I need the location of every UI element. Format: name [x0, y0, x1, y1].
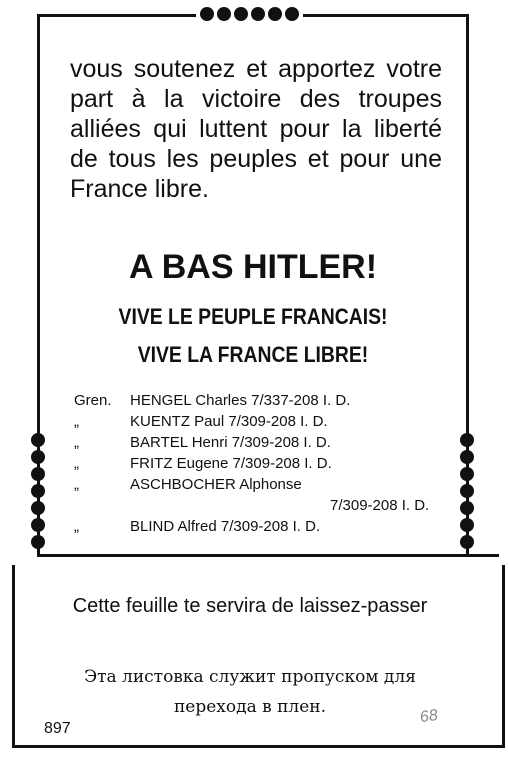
slogan-french-people: VIVE LE PEUPLE FRANCAIS! [118, 304, 388, 329]
dot-ornament [31, 535, 45, 549]
dot-ornament [31, 518, 45, 532]
signer-rank: „ [74, 476, 79, 493]
dot-ornament [217, 7, 231, 21]
dot-ornament [31, 484, 45, 498]
dot-ornament [31, 501, 45, 515]
dot-ornament [251, 7, 265, 21]
signers-list [74, 390, 454, 537]
signer-row [74, 390, 454, 411]
signer-rank: „ [74, 413, 79, 430]
dot-ornament [31, 433, 45, 447]
dot-ornament [460, 467, 474, 481]
dot-ornament [200, 7, 214, 21]
signer-rank: „ [74, 434, 79, 451]
slogan-free-france: VIVE LA FRANCE LIBRE! [137, 342, 369, 367]
dot-ornament [460, 433, 474, 447]
signer-row [74, 516, 454, 537]
signer-row [74, 453, 454, 474]
signer-row [74, 411, 454, 432]
dot-ornament [460, 518, 474, 532]
signer-row [74, 432, 454, 453]
dot-ornament [285, 7, 299, 21]
signer-rank [74, 495, 130, 516]
safe-conduct-russian: Эта листовка служит пропуском для перехода в плен. [84, 667, 416, 717]
slogan-down-with-hitler: A BAS HITLER! [128, 248, 378, 286]
dot-ornament [234, 7, 248, 21]
dot-ornament [268, 7, 282, 21]
dot-ornament [31, 450, 45, 464]
decorative-dots-left [31, 433, 45, 549]
signer-name: KUENTZ Paul 7/309-208 I. D. [130, 413, 328, 430]
signer-unit: 7/309-208 I. D. [330, 497, 430, 514]
signer-name: BLIND Alfred 7/309-208 I. D. [130, 518, 321, 535]
signer-name: HENGEL Charles 7/337-208 I. D. [130, 392, 351, 409]
signer-name: BARTEL Henri 7/309-208 I. D. [130, 434, 331, 451]
leaflet-body-text: vous soutenez et apportez votre part à la victoire des troupes alliées qui luttent pour la liberté de tous les peuples et pour une France libre. [70, 55, 442, 203]
signer-rank: „ [74, 518, 79, 535]
dot-ornament [460, 501, 474, 515]
signer-row [74, 495, 454, 516]
frame-bottom-border [37, 554, 499, 557]
signer-name: FRITZ Eugene 7/309-208 I. D. [130, 455, 332, 472]
signer-row [74, 474, 454, 495]
dot-ornament [460, 484, 474, 498]
decorative-dots-right [460, 433, 474, 549]
dot-ornament [460, 535, 474, 549]
signer-name: ASCHBOCHER Alphonse [130, 476, 302, 493]
leaflet-number: 897 [44, 720, 71, 737]
signer-rank: Gren. [74, 392, 112, 409]
handwritten-mark: 68 [418, 706, 439, 727]
decorative-dots-top [196, 7, 303, 21]
signer-rank: „ [74, 455, 79, 472]
dot-ornament [460, 450, 474, 464]
dot-ornament [31, 467, 45, 481]
safe-conduct-french: Cette feuille te servira de laissez-passer [72, 595, 428, 617]
